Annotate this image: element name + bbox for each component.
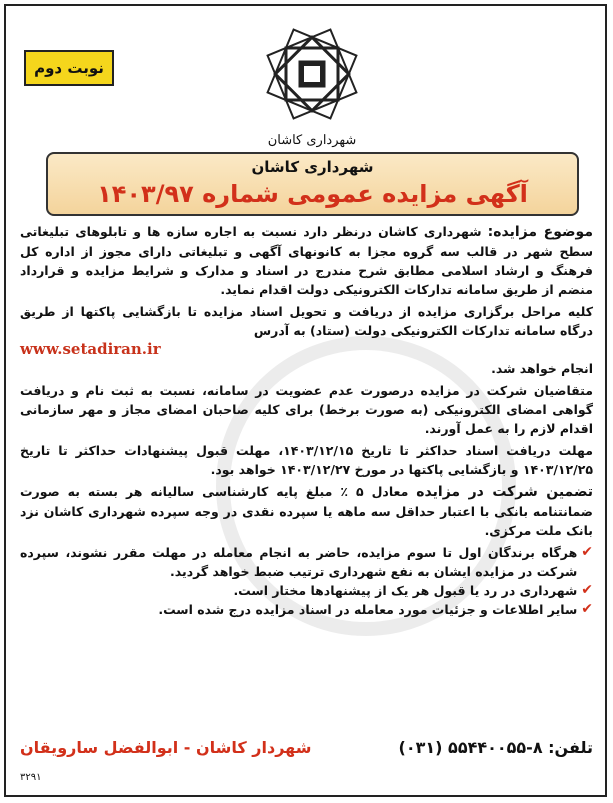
- condition-text: سایر اطلاعات و جزئیات مورد معامله در اسناد مزایده درج شده است.: [158, 602, 578, 617]
- ad-body: [20, 222, 593, 762]
- condition-text: شهرداری در رد یا قبول هر یک از پیشنهادها مختار است.: [233, 583, 578, 598]
- organization-name: شهرداری کاشان: [251, 158, 374, 176]
- guarantee-paragraph: [20, 482, 593, 540]
- checkmark-icon: ✔: [581, 582, 593, 598]
- condition-item: [20, 581, 593, 600]
- checkmark-icon: ✔: [581, 544, 593, 560]
- phone-number: تلفن: ۸-۵۵۴۴۰۰۵۵ (۰۳۱): [398, 737, 593, 757]
- process-text: کلیه مراحل برگزاری مزایده از دریافت و تحویل اسناد مزایده تا بازگشایی پاکتها از طریق درگاه سامانه تدارکات الکترونیکی دولت (ستاد) به آدرس: [20, 304, 593, 338]
- process-paragraph: [20, 302, 593, 378]
- subject-paragraph: [20, 222, 593, 299]
- setad-url-link[interactable]: www.setadiran.ir: [20, 340, 161, 358]
- guarantee-label: تضمین شرکت در مزایده: [416, 484, 593, 500]
- auction-title: آگهی مزایده عمومی شماره ۱۴۰۳/۹۷: [97, 180, 528, 208]
- ad-footer: [20, 732, 593, 762]
- mayor-signature: شهردار کاشان - ابوالفضل سارویقان: [20, 737, 312, 757]
- registration-paragraph: متقاضیان شرکت در مزایده درصورت عدم عضویت در سامانه، نسبت به ثبت نام و دریافت گواهی امضای الکترونیکی (به صورت برخط) برای کلیه صاحبان امضای مجاز و مهر سازمانی اقدام لازم را به عمل آورند.: [20, 383, 593, 436]
- logo-caption: شهرداری کاشان: [267, 133, 357, 148]
- logo-emblem-icon: [261, 26, 363, 126]
- condition-item: [20, 543, 593, 581]
- ad-code: ۳۲۹۱: [20, 772, 42, 783]
- deadlines-paragraph: مهلت دریافت اسناد حداکثر تا تاریخ ۱۴۰۳/۱۲/۱۵، مهلت قبول پیشنهادات حداکثر تا تاریخ ۱۴۰۳/۱۲/۲۵ و بازگشایی پاکتها در مورخ ۱۴۰۳/۱۲/۲۷ خواهد بود.: [20, 443, 593, 477]
- checkmark-icon: ✔: [581, 601, 593, 617]
- subject-label: موضوع مزایده:: [487, 224, 593, 240]
- process-text-end: انجام خواهد شد.: [491, 361, 593, 376]
- subject-text: شهرداری کاشان درنظر دارد نسبت به اجاره سازه ها و تابلوهای تبلیغاتی سطح شهر در قالب سه گروه مجزا به کانونهای آگهی و تبلیغاتی دارای مجوز از اداره کل فرهنگ و ارشاد اسلامی مطابق شرح مندرج در اسناد و مدارک و شرایط مزایده و قرارداد منضم از طریق سامانه تدارکات الکترونیکی دولت اقدام نماید.: [20, 224, 593, 297]
- title-banner: [46, 152, 579, 216]
- kashan-municipality-logo: [261, 26, 363, 148]
- condition-item: [20, 600, 593, 619]
- publication-badge: نوبت دوم: [24, 50, 114, 86]
- condition-text: هرگاه برندگان اول تا سوم مزایده، حاضر به انجام معامله در مهلت مقرر نشوند، سپرده شرکت در مزایده ایشان به نفع شهرداری ترتیب ضبط خواهد گردید.: [20, 545, 578, 579]
- guarantee-text: معادل ۵ ٪ مبلغ پایه کارشناسی سالیانه هر بسته به صورت ضمانتنامه بانکی با اعتبار حداقل سه ماهه یا سپرده نقدی در وجه سپرده شهرداری کاشان نزد بانک ملت مرکزی.: [20, 484, 593, 538]
